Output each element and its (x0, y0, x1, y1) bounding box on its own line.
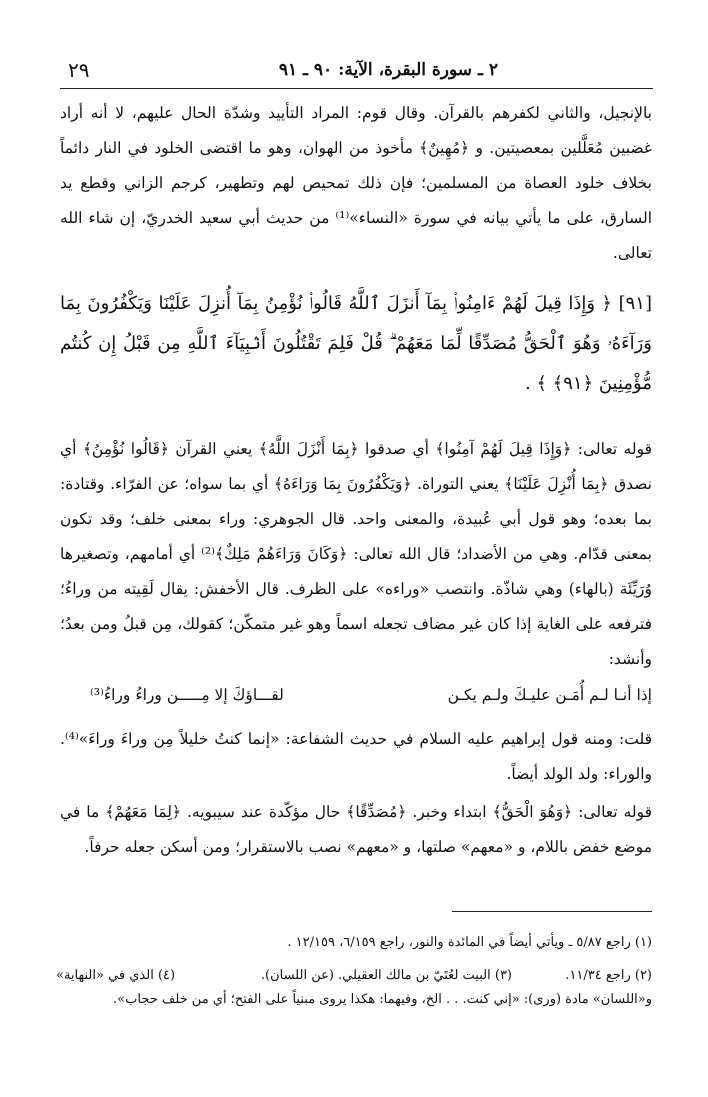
footnote-4-continued: و«اللسان» مادة (ورى): «إني كنت. . . الخ، وفيهما: هكذا يروى مبنياً على الفتح؛ أي من خلف حجاب». (113, 992, 652, 1007)
paragraph-4: قوله تعالى: ﴿وَهُوَ الْحَقُّ﴾ ابتداء وخبر. ﴿مُصَدِّقًا﴾ حال مؤكّدة عند سيبويه. ﴿لِمَا مَعَهُمْ﴾ ما في موضع خفض باللام، و «معهم» صلتها، و «معهم» نصب بالاستقرار؛ ومن أسكن جعله حرفاً. (60, 803, 652, 856)
footnote-2: (٢) راجع ١١/٣٤. (565, 968, 652, 983)
header-rule (60, 88, 653, 89)
page-header (60, 58, 648, 88)
paragraph-2: قوله تعالى: ﴿وَإِذَا قِيلَ لَهُمْ آمِنُوا﴾ أي صدقوا ﴿بِمَا أَنْزَلَ اللَّهُ﴾ يعني القرآن ﴿قَالُوا نُؤْمِنُ﴾ أي نصدق ﴿بِمَا أُنْزِلَ عَلَيْنَا﴾ يعني التوراة. ﴿وَيَكْفُرُونَ بِمَا وَرَاءَهُ﴾ أي بما سواه؛ عن الفرّاء. وقتادة: بما بعده؛ وهو قول أبي عُبيدة، والمعنى واحد. قال الجوهري: وراء بمعنى خلف؛ وقد تكون بمعنى قدّام. وهي من الأضداد؛ قال الله تعالى: ﴿وَكَانَ وَرَاءَهُمْ مَلِكٌ﴾⁽²⁾ أي أمامهم، وتصغيرها وُرَيِّئَة (بالهاء) وهي شاذّة. وانتصب «وراءه» على الظرف. قال الأخفش: يقال لَقِيته من وراءُ؛ فترفعه على الغاية إذا كان غير مضاف تجعله اسماً وهو غير متمكّن؛ كقولك، مِن قبلُ ومن بعدُ؛ وأنشد: (60, 440, 652, 668)
paragraph-1: بالإنجيل، والثاني لكفرهم بالقرآن. وقال قوم: المراد التأييد وشدّة الحال عليهم، لا أنه أراد غضبين مُعَلَّلين بمعصيتين. و ﴿مُهِينٌ﴾ مأخوذ من الهوان، وهو ما اقتضى الخلود في النار دائماً بخلاف خلود العصاة من المسلمين؛ فإن ذلك تمحيص لهم وتطهير، كرجم الزاني وقطع يد السارق، على ما يأتي بيانه في سورة «النساء»⁽¹⁾ من حديث أبي سعيد الخدريّ، إن شاء الله تعالى. (60, 104, 652, 262)
paragraph-3: قلت: ومنه قول إبراهيم عليه السلام في حديث الشفاعة: «إنما كنتُ خليلاً مِن وراءَ وراءَ»⁽⁴⁾. والوراء: ولد الولد أيضاً. (60, 730, 652, 783)
footnote-3: (٣) البيت لعُتَيّ بن مالك العقيلي. (عن اللسان). (260, 968, 512, 983)
poem-left-hemistich: لقـــاؤكَ إلا مِـــــن وراءُ وراءُ⁽³⁾ (90, 686, 284, 704)
page-number: ٢٩ (68, 58, 90, 82)
poem-right-hemistich: إذا أنـا لـم أُمَـن عليـكَ ولـم يكـن (447, 686, 652, 704)
footnote-rule (452, 911, 652, 912)
quran-verse-91: [٩١] ﴿ وَإِذَا قِيلَ لَهُمْ ءَامِنُوا۟ بِمَآ أَنزَلَ ٱللَّهُ قَالُوا۟ نُؤْمِنُ بِمَآ أُنزِلَ عَلَيْنَا وَيَكْفُرُونَ بِمَا وَرَآءَهُۥ وَهُوَ ٱلْحَقُّ مُصَدِّقًا لِّمَا مَعَهُمْ ۗ قُلْ فَلِمَ تَقْتُلُونَ أَنۢبِيَآءَ ٱللَّهِ مِن قَبْلُ إِن كُنتُم مُّؤْمِنِينَ ﴿٩١﴾ ﴾ . (60, 293, 652, 394)
poem-verse (60, 686, 652, 716)
footnote-1: (١) راجع ٥/٨٧ ـ ويأتي أيضاً في المائدة والنور، راجع ٦/١٥٩، ١٢/١٥٩ . (287, 935, 652, 950)
footnote-4: (٤) الذي في «النهاية» (56, 968, 176, 983)
running-title: ٢ ـ سورة البقرة، الآية: ٩٠ ـ ٩١ (278, 60, 498, 80)
